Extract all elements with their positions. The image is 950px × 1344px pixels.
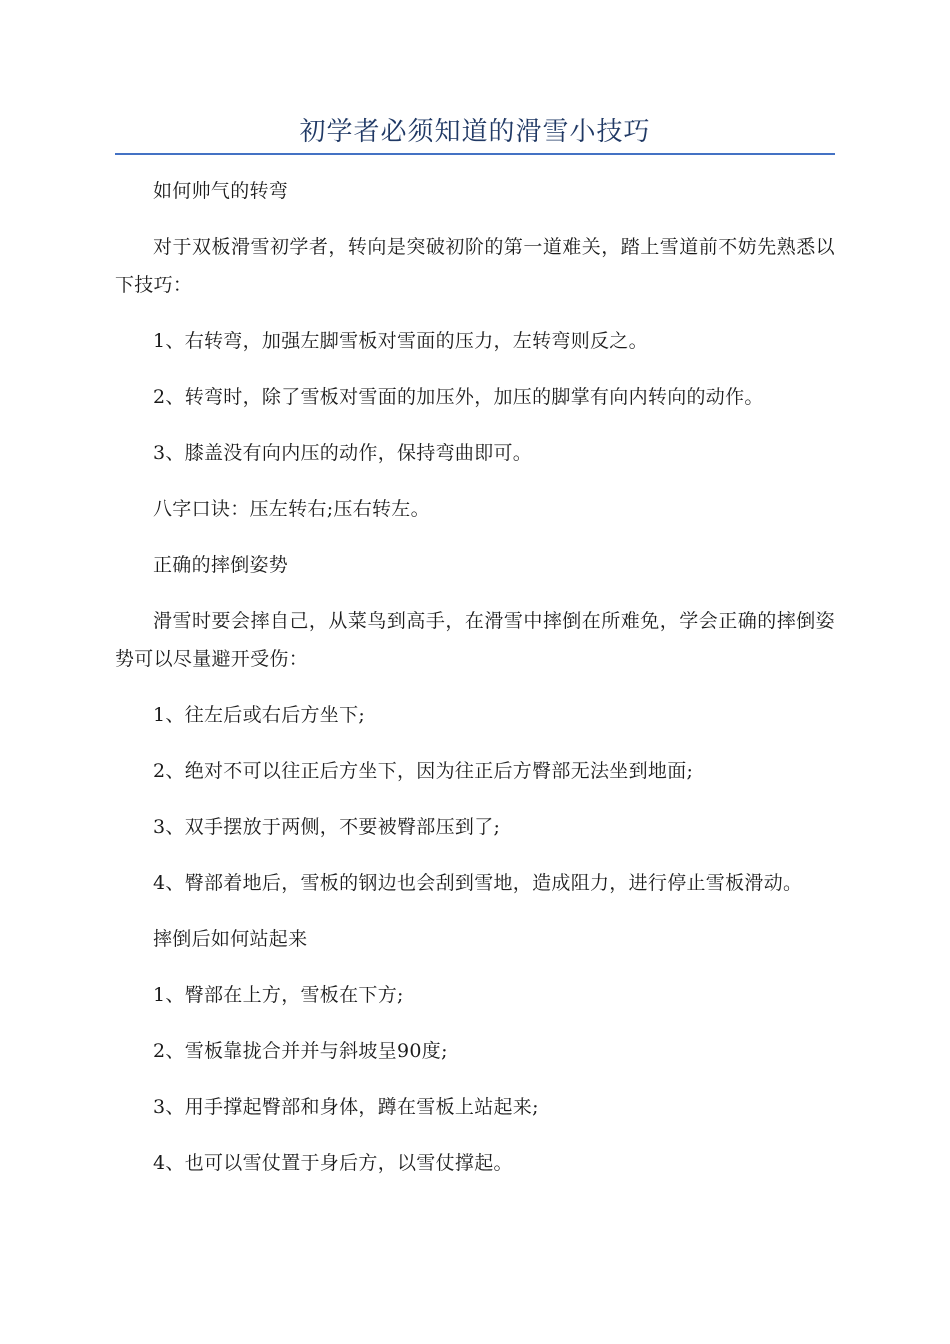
list-item: 3、双手摆放于两侧，不要被臀部压到了; bbox=[153, 816, 501, 838]
title-underline bbox=[115, 153, 835, 155]
section-heading-falling: 正确的摔倒姿势 bbox=[153, 554, 289, 576]
list-item: 4、也可以雪仗置于身后方，以雪仗撑起。 bbox=[153, 1152, 513, 1174]
list-item: 4、臀部着地后，雪板的钢边也会刮到雪地，造成阻力，进行停止雪板滑动。 bbox=[153, 872, 803, 894]
list-item: 3、膝盖没有向内压的动作，保持弯曲即可。 bbox=[153, 442, 533, 464]
section-heading-standing-up: 摔倒后如何站起来 bbox=[153, 928, 308, 950]
section-heading-turning: 如何帅气的转弯 bbox=[153, 180, 289, 202]
paragraph: 对于双板滑雪初学者，转向是突破初阶的第一道难关，踏上雪道前不妨先熟悉以下技巧： bbox=[115, 236, 835, 296]
list-item: 2、转弯时，除了雪板对雪面的加压外，加压的脚掌有向内转向的动作。 bbox=[153, 386, 764, 408]
document-body bbox=[115, 172, 835, 1200]
list-item: 2、绝对不可以往正后方坐下，因为往正后方臀部无法坐到地面; bbox=[153, 760, 694, 782]
list-item: 1、右转弯，加强左脚雪板对雪面的压力，左转弯则反之。 bbox=[153, 330, 648, 352]
list-item: 1、臀部在上方，雪板在下方; bbox=[153, 984, 404, 1006]
document-title: 初学者必须知道的滑雪小技巧 bbox=[299, 117, 651, 147]
list-item: 1、往左后或右后方坐下; bbox=[153, 704, 366, 726]
paragraph: 滑雪时要会摔自己，从菜鸟到高手，在滑雪中摔倒在所难免，学会正确的摔倒姿势可以尽量避开受伤： bbox=[115, 610, 835, 670]
list-item: 2、雪板靠拢合并并与斜坡呈90度; bbox=[153, 1040, 448, 1062]
list-item: 3、用手撑起臀部和身体，蹲在雪板上站起来; bbox=[153, 1096, 539, 1118]
paragraph: 八字口诀：压左转右;压右转左。 bbox=[153, 498, 430, 520]
